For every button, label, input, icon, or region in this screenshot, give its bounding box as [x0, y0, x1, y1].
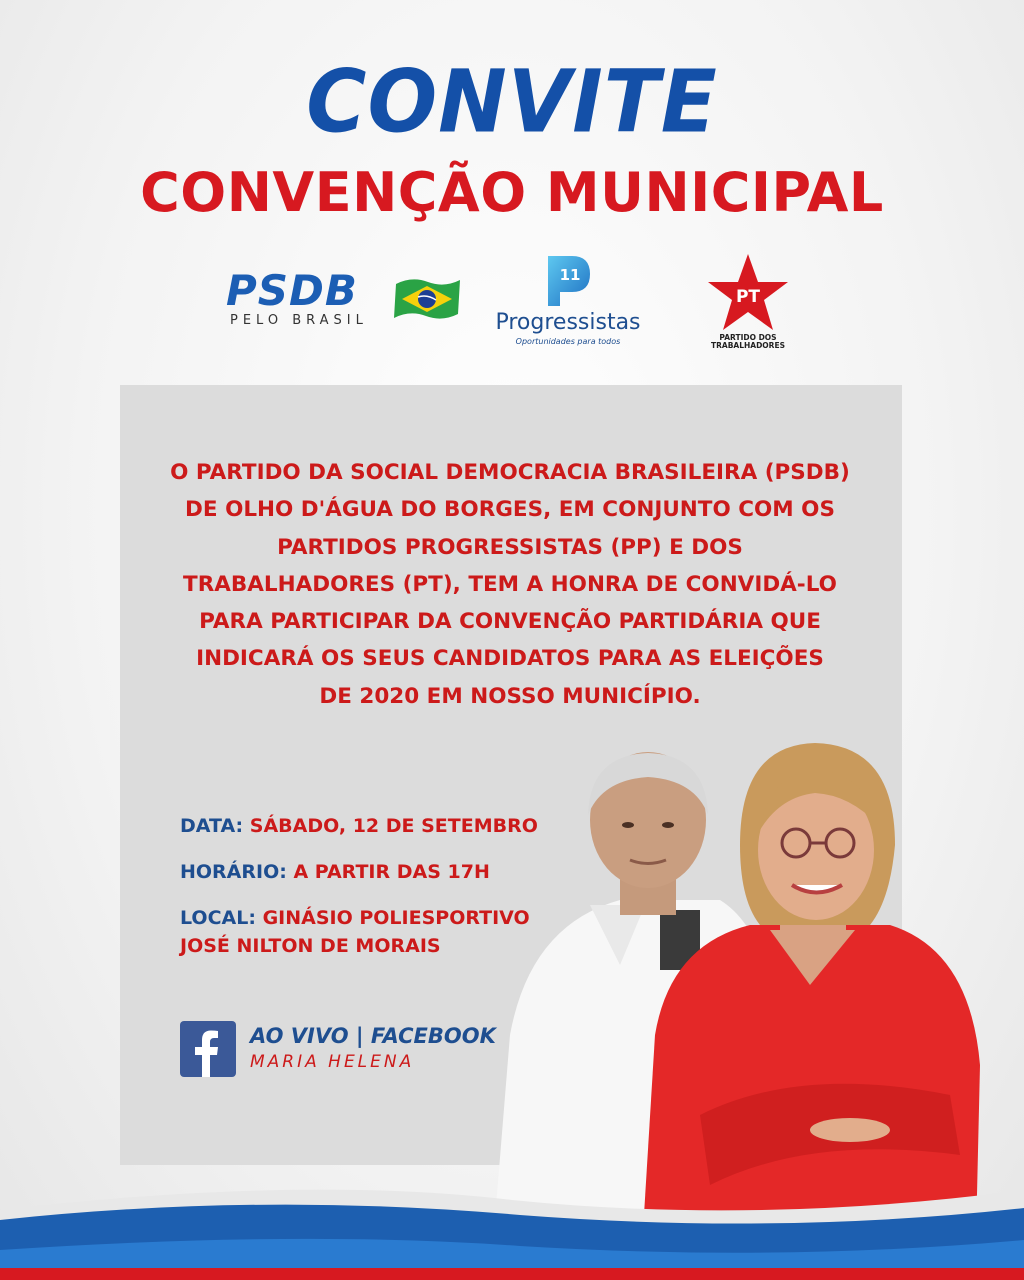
psdb-logo-text: PSDB: [226, 266, 358, 315]
location-label: LOCAL:: [180, 907, 256, 929]
facebook-icon: [180, 1021, 236, 1077]
brazil-flag-icon: [392, 274, 462, 324]
invitation-line: PARA PARTICIPAR DA CONVENÇÃO PARTIDÁRIA QUE: [199, 609, 821, 635]
date-label: DATA:: [180, 815, 244, 837]
invitation-line: O PARTIDO DA SOCIAL DEMOCRACIA BRASILEIRA (PSDB): [170, 460, 850, 485]
live-label: AO VIVO | FACEBOOK: [250, 1024, 496, 1048]
pt-tagline: PARTIDO DOS TRABALHADORES: [711, 333, 785, 350]
psdb-logo-tagline: PELO BRASIL: [230, 313, 368, 328]
page-title: CONVITE: [306, 52, 718, 153]
date-value: SÁBADO, 12 DE SETEMBRO: [249, 815, 538, 837]
pt-star-icon: [704, 252, 792, 332]
location-row-2: [180, 932, 441, 960]
page-subtitle: CONVENÇÃO MUNICIPAL: [140, 161, 884, 224]
progressistas-name: Progressistas: [495, 310, 641, 335]
invitation-line: PARTIDOS PROGRESSISTAS (PP) E DOS: [277, 534, 743, 560]
invitation-line: INDICARÁ OS SEUS CANDIDATOS PARA AS ELEIÇÕES: [196, 646, 824, 672]
progressistas-logo: [486, 252, 650, 348]
invitation-line: DE 2020 EM NOSSO MUNICÍPIO.: [319, 683, 701, 709]
time-value: A PARTIR DAS 17H: [293, 861, 490, 883]
progressistas-number: 11: [559, 266, 581, 284]
psdb-logo: [226, 266, 462, 330]
progressistas-symbol-icon: [544, 252, 592, 308]
live-page-name: MARIA HELENA: [250, 1052, 415, 1072]
progressistas-tagline: Oportunidades para todos: [515, 337, 621, 346]
date-row: [180, 812, 538, 840]
location-row: [180, 904, 530, 932]
pt-star-text: PT: [735, 287, 761, 307]
invitation-text: [150, 454, 870, 715]
invitation-line: DE OLHO D'ÁGUA DO BORGES, EM CONJUNTO COM OS: [185, 497, 835, 523]
time-row: [180, 858, 490, 886]
bottom-waves: [0, 1180, 1024, 1280]
location-value-1: GINÁSIO POLIESPORTIVO: [262, 907, 530, 929]
location-value-2: JOSÉ NILTON DE MORAIS: [180, 935, 441, 957]
time-label: HORÁRIO:: [180, 861, 287, 883]
pt-logo: [690, 252, 806, 350]
invitation-line: TRABALHADORES (PT), TEM A HONRA DE CONVIDÁ-LO: [183, 571, 837, 597]
